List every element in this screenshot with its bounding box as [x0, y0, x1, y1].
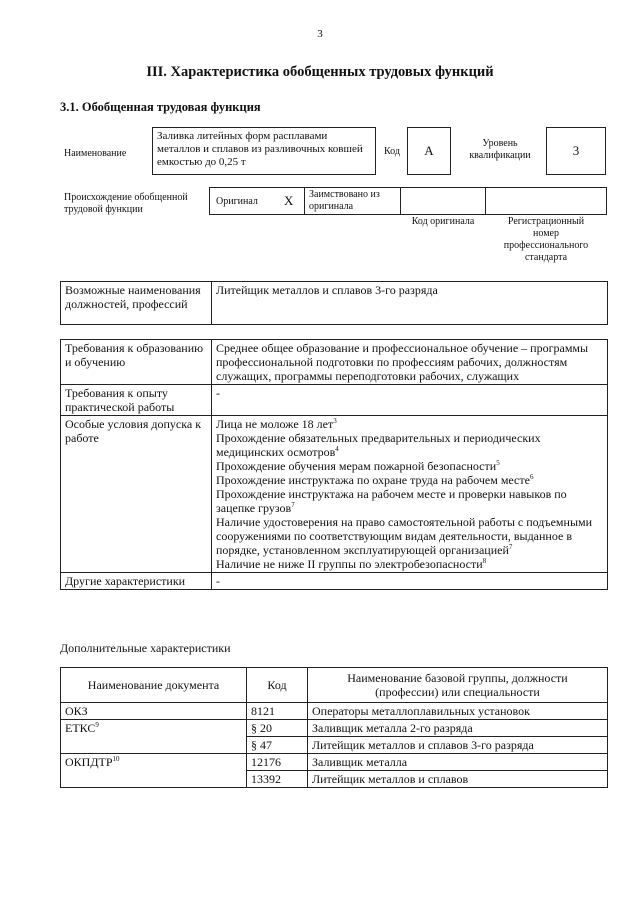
requirement-line: Наличие удостоверения на право самостоятельной работы с подъемными сооружениями по соответствующим видам деятельности, выданное в порядке, установленном эксплуатирующей организацией$^7$	[216, 515, 593, 557]
doc-cell: ОКПДТР$^{10}$	[61, 754, 247, 771]
requirement-label: Особые условия допуска к работе	[61, 416, 212, 573]
requirement-row	[61, 416, 608, 573]
requirement-line: Среднее общее образование и профессиональное обучение – программы профессиональной подготовки по профессиям рабочих, должностям служащих, программы переподготовки рабочих, служащих	[216, 341, 589, 383]
requirement-line: Прохождение инструктажа по охране труда на рабочем месте$^6$	[216, 473, 534, 487]
reg-number-box	[485, 187, 607, 215]
additional-header-row	[61, 668, 608, 703]
name-cell: Литейщик металлов и сплавов 3-го разряда	[308, 737, 608, 754]
additional-table	[60, 667, 608, 788]
requirement-value	[212, 573, 608, 590]
name-cell: Литейщик металлов и сплавов	[308, 771, 608, 788]
requirement-line: Прохождение обязательных предварительных и периодических медицинских осмотров$^4$	[216, 431, 541, 459]
code-original-box	[400, 187, 486, 215]
table-row	[61, 703, 608, 720]
requirement-label: Требования к опыту практической работы	[61, 385, 212, 416]
original-label: Оригинал	[216, 196, 258, 207]
level-label: Уровень квалификации	[469, 138, 531, 161]
name-cell: Заливщик металла	[308, 754, 608, 771]
requirement-value	[212, 340, 608, 385]
requirement-row	[61, 573, 608, 590]
requirement-label: Другие характеристики	[61, 573, 212, 590]
doc-cell: ОКЗ	[61, 703, 247, 720]
requirement-line: -	[216, 574, 220, 588]
code-cell: 12176	[247, 754, 308, 771]
level-value: 3	[546, 127, 606, 175]
origin-label: Происхождение обобщенной трудовой функции	[64, 192, 188, 215]
code-cell: 13392	[247, 771, 308, 788]
requirement-line: -	[216, 386, 220, 400]
positions-table	[60, 281, 608, 325]
origin-original-cell	[209, 187, 305, 215]
code-original-label: Код оригинала	[411, 216, 475, 227]
additional-title: Дополнительные характеристики	[60, 641, 231, 655]
table-row	[61, 754, 608, 771]
header-code: Код	[247, 668, 308, 703]
table-row	[61, 771, 608, 788]
borrowed-label: Заимствовано из оригинала	[304, 187, 401, 215]
table-row	[61, 737, 608, 754]
code-cell: § 20	[247, 720, 308, 737]
requirement-value	[212, 416, 608, 573]
doc-cell: ЕТКС$^9$	[61, 720, 247, 737]
requirement-line: Прохождение обучения мерам пожарной безопасности$^5$	[216, 459, 500, 473]
code-value: А	[407, 127, 451, 175]
table-row	[61, 720, 608, 737]
positions-label: Возможные наименования должностей, профессий	[61, 282, 212, 325]
code-label: Код	[384, 146, 400, 157]
requirement-value	[212, 385, 608, 416]
reg-number-label: Регистрационный номер профессионального стандарта	[503, 216, 589, 263]
doc-cell	[61, 737, 247, 754]
requirement-line: Лица не моложе 18 лет$^3$	[216, 417, 337, 431]
requirement-label: Требования к образованию и обучению	[61, 340, 212, 385]
requirement-line: Прохождение инструктажа на рабочем месте и проверки навыков по зацепке грузов$^7$	[216, 487, 567, 515]
subsection-title: 3.1. Обобщенная трудовая функция	[60, 100, 261, 114]
requirement-row	[61, 340, 608, 385]
name-cell: Заливщик металла 2-го разряда	[308, 720, 608, 737]
original-mark: X	[284, 193, 294, 208]
name-label: Наименование	[64, 148, 127, 159]
requirement-line: Наличие не ниже II группы по электробезопасности$^8$	[216, 557, 487, 571]
page-number: 3	[317, 28, 323, 40]
header-doc: Наименование документа	[61, 668, 247, 703]
requirements-table	[60, 339, 608, 590]
name-value: Заливка литейных форм расплавами металлов и сплавов из разливочных ковшей емкостью до 0,25 т	[152, 127, 376, 175]
doc-cell	[61, 771, 247, 788]
section-title: III. Характеристика обобщенных трудовых функций	[146, 64, 494, 80]
positions-value: Литейщик металлов и сплавов 3-го разряда	[212, 282, 608, 325]
code-cell: 8121	[247, 703, 308, 720]
name-cell: Операторы металлоплавильных установок	[308, 703, 608, 720]
code-cell: § 47	[247, 737, 308, 754]
header-name: Наименование базовой группы, должности (профессии) или специальности	[308, 668, 608, 703]
requirement-row	[61, 385, 608, 416]
